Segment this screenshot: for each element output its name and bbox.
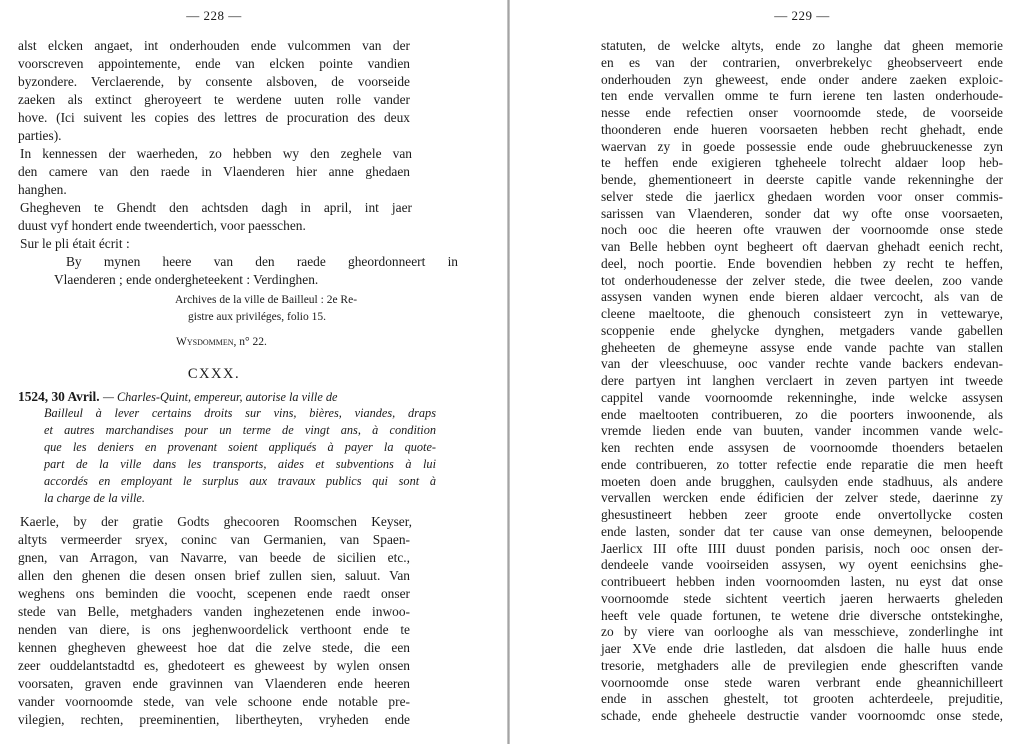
page-number: — 229 — (774, 8, 830, 23)
date-label: 1524, 30 Avril. (18, 389, 100, 404)
text-line: tresorie, metghaders alle de previlegien ende ghescriften vande (601, 657, 1003, 673)
text-line: ende maeltooten contribueren, zo die poorters inwoonende, als (601, 406, 1003, 422)
text-line: heeft vele quade fortunen, te wetene drie diversche ontstekinghe, (601, 607, 1003, 623)
text-line: stede van Belle, metghaders vanden inghezetenen ende inwoo- (18, 604, 410, 619)
text-line: ende contribueren, zo totter refectie ende reparatie die men heeft (601, 456, 1003, 472)
document-reference (18, 334, 568, 351)
text-line: voornoomde onse stede waren verbrant ende gheannichilleert (601, 674, 1003, 690)
text-line: gnen, van Arragon, van Navarre, van beede de sicilien etc., (18, 550, 410, 565)
text-line: vilegien, rechten, preeminentien, libertheyten, vryheden ende (18, 712, 410, 727)
text-line: duust vyf hondert ende tweendertich, voor paesschen. (18, 218, 306, 233)
signed-intro: Sur le pli était écrit : (20, 236, 130, 251)
page-number: — 228 — (186, 8, 242, 23)
text-line: assysen vanden wynen ende bieren aldaer vercocht, als van de (601, 289, 1003, 305)
text-line: vremde lieden ende van buuten, vander incommen vande welc- (601, 423, 1003, 439)
text-line: selver stede die jaerlicx ghedaen worden voor onser commis- (601, 188, 1003, 204)
text-line: sarissen van Vlaenderen, sonder dat wy ofte onse voorsaeten, (601, 205, 1003, 221)
text-line: noch ooc die heeren ofte vrauwen der voornoomde onse stede (601, 222, 1003, 238)
text-line: moeten doen ande brugghen, caulsyden ende stadhuus, als andere (601, 473, 1003, 489)
text-line: voorsaten, graven ende gravinnen van Vlaenderen ende heeren (18, 676, 410, 691)
text-line: te heffen ende exigieren tgheheele tolrecht aldaer loop heb- (601, 155, 1003, 171)
text-line: tot onderhoudenesse der zelver stede, die twee deelen, zoo vande (601, 272, 1003, 288)
summary-line: la charge de la ville. (44, 491, 145, 505)
text-line: waervan zy in goede possessie ende oude ghebruuckenesse zyn (601, 138, 1003, 154)
summary-line: que les deniers en provenant soient appliqués à payer la quote- (44, 440, 436, 454)
reference-number: , n° 22. (233, 336, 267, 348)
text-line: altyts vermeerder sryex, coninc van Germanien, van Spaen- (18, 532, 410, 547)
section-heading: CXXX. (187, 366, 241, 382)
text-line: bende, ghementioneert in deerste capitle vande rekenninghe der (601, 172, 1003, 187)
summary-text: — Charles-Quint, empereur, autorise la ville de (102, 390, 338, 404)
text-line: dendeele vande vooirseiden assysen, wy oyent eenichsins ghe- (601, 557, 1003, 573)
summary-line: part de la ville dans les transports, aides et subventions à lui (44, 457, 436, 471)
text-line: zo by viere van oorlooghe als van messchieve, zonderlinghe int (601, 624, 1003, 640)
text-line: byzondere. Verclaerende, by consente alsboven, de voorseide (18, 74, 410, 89)
text-line: deel, noch poortie. Ende bovendien hebben zy recht te heffen, (601, 255, 1003, 271)
text-line: ghesustineert hebben zeer groote ende onvertollycke costen (601, 507, 1003, 522)
source-reference: gistre aux priviléges, folio 15. (188, 311, 326, 323)
text-line: thoonderen ende hueren voorsaeten hebben recht ghehadt, ende (601, 121, 1003, 137)
summary-line: et autres marchandises pour un terme de vingt ans, à condition (44, 423, 436, 437)
left-page (18, 0, 458, 744)
text-line: gheheeten de ghemeyne assyse ende vande pachte van stallen (601, 339, 1003, 355)
text-line: onderhouden zyn gheweest, ende onder andere zaeken exploic- (601, 71, 1003, 87)
text-line: contribueert hebben inden voornoomden lasten, nu eyst dat onse (601, 574, 1003, 589)
text-line: ten ende vervallen omme te furn ierene ten lasten onderhoude- (601, 88, 1003, 104)
text-line: zaeken als extinct gheroyeert te werdene uuten rolle vander (18, 92, 410, 107)
summary-line (18, 388, 410, 406)
text-line: voornoomde stede sichtent veertich jaeren herwaerts gheleden (601, 590, 1003, 606)
text-line: vervallen wercken ende édificien der zelver stede, daerinne zy (601, 490, 1003, 506)
text-line: hanghen. (18, 182, 67, 197)
text-line: weghens ons beminden die voocht, scepenen ende raedt onser (18, 586, 410, 601)
text-line: Kaerle, by der gratie Godts ghecooren Roomschen Keyser, (20, 514, 412, 529)
text-line: ende lasten, sonder dat ter cause van onse demeynen, beloopende (601, 523, 1003, 539)
text-line: kennen ghegheven gheweest hoe dat die zelve stede, die een (18, 640, 410, 655)
text-line: vander voornoomde stede, van vele schoone ende notable pre- (18, 694, 410, 709)
book-gutter (507, 0, 510, 744)
text-line: den camere van den raede in Vlaenderen hier anne ghedaen (18, 164, 410, 179)
text-line: dere partyen int langhen verclaert in zeven partyen int tweede (601, 373, 1003, 388)
text-line: zeer ouddelantstadtd es, ghedoteert es gheweest by wylen onsen (18, 658, 410, 673)
text-line: parties). (18, 128, 62, 143)
text-line: en es van der contrarien, onverbrekelyc gheobserveert ende (601, 54, 1003, 70)
text-line: In kennessen der waerheden, zo hebben wy den zeghele van (20, 146, 412, 161)
text-line: ende in asschen ghestelt, tot grooten achterdeele, prejuditie, (601, 691, 1003, 707)
text-line: nenden van diere, is ons jeghenwoordelick verthoont ende te (18, 622, 410, 637)
text-line: hove. (Ici suivent les copies des lettres de procuration des deux (18, 110, 410, 125)
text-line: scoppenie ende ghelycke dynghen, metgaders vande gabellen (601, 322, 1003, 338)
text-line: statuten, de welcke altyts, ende zo langhe dat gheen memorie (601, 38, 1003, 53)
signed-text-line: By mynen heere van den raede gheordonneert in (66, 254, 458, 269)
text-line: alst elcken angaet, int onderhouden ende vulcommen van der (18, 38, 410, 53)
text-line: nesse ende refectien onser voornoomde stede, de voorseide (601, 105, 1003, 120)
text-line: schade, ende gheheele destructie vander voornoomdc onse stede, (601, 708, 1003, 723)
text-line: Jaerlicx III ofte IIII duust ponden parisis, noch ooc onsen der- (601, 540, 1003, 556)
text-line: van Belle hebben oynt begheert oft daervan ghehadt eenich recht, (601, 239, 1003, 254)
text-line: cappitel vande voornoomde rekenninghe, inde welcke assysen (601, 389, 1003, 405)
text-line: voorscreven appointemente, ende van elcken pointe vandien (18, 56, 410, 71)
summary-line: Bailleul à lever certains droits sur vins, bières, viandes, draps (44, 406, 436, 420)
summary-line: accordés en employant le surplus aux travaux publics qui sont à (44, 474, 436, 488)
reference-name: Wysdommen (176, 336, 234, 348)
text-line: Ghegheven te Ghendt den achtsden dagh in april, int jaer (20, 200, 412, 215)
text-line: cleene maeltoote, die ghenouch consisteert zyn in vettewarye, (601, 306, 1003, 321)
signed-text-line: Vlaenderen ; ende ondergheteekent : Verdinghen. (54, 272, 319, 287)
text-line: van der vleeschuuse, ooc vander rechte vande backers endevan- (601, 356, 1003, 372)
source-reference: Archives de la ville de Bailleul : 2e Re- (175, 294, 358, 306)
right-page (601, 0, 1003, 744)
text-line: jaer XVe ende drie lastleden, dat alsdoen die halle huus ende (601, 641, 1003, 656)
text-line: allen den ghenen die desen onsen brief zullen sien, saluut. Van (18, 568, 410, 583)
text-line: ken rechten ende assysen de voornoomde thoenders betaelen (601, 440, 1003, 455)
